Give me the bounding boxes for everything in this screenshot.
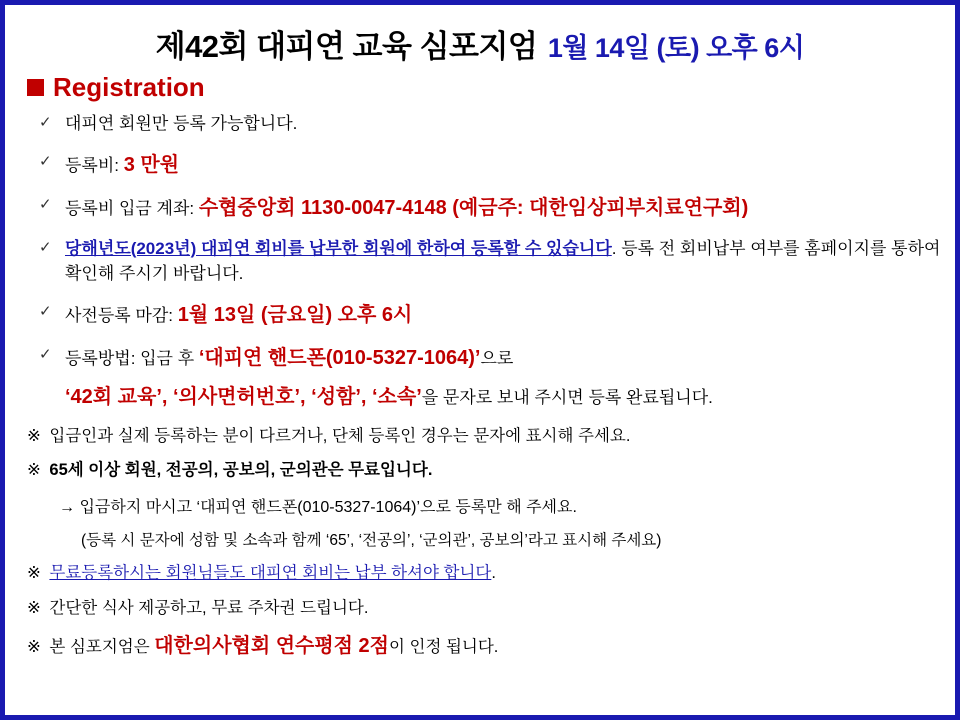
text-run: 등록방법: 입금 후 <box>65 348 199 368</box>
text-run: 대피연 회원만 등록 가능합니다. <box>65 114 298 133</box>
check-icon: ✓ <box>39 114 52 131</box>
bullet-text <box>65 346 713 408</box>
registration-bullet-list <box>19 111 941 412</box>
text-run: 입금하지 마시고 ‘대피연 핸드폰(010-5327-1064)’으로 등록만 해 주세요. <box>79 499 577 517</box>
text-run: 등록비: <box>65 155 124 175</box>
reference-mark-icon: ※ <box>27 599 41 618</box>
square-bullet-icon <box>27 79 44 96</box>
note-text <box>49 427 630 445</box>
note-item <box>59 494 941 517</box>
title-main-text: 제42회 대피연 교육 심포지엄 <box>155 29 538 64</box>
text-run: 대한의사협회 연수평점 2점 <box>154 635 389 658</box>
text-run: 본 심포지엄은 <box>49 638 155 657</box>
reference-mark-icon: ※ <box>27 461 41 480</box>
note-text <box>49 564 496 582</box>
check-icon: ✓ <box>39 238 52 256</box>
title-date-text: 1월 14일 (토) 오후 6시 <box>547 33 805 63</box>
note-item <box>25 632 941 661</box>
arrow-icon: → <box>59 499 75 517</box>
bullet-item <box>37 111 941 137</box>
text-run: 을 문자로 보내 주시면 등록 완료됩니다. <box>421 387 713 407</box>
bullet-item <box>37 343 941 412</box>
bullet-text <box>65 114 297 133</box>
text-run: . 등록 전 회비납부 여부를 홈페이지를 통하여 확인해 주시기 바랍니다. <box>65 238 941 283</box>
bullet-text <box>65 196 749 219</box>
page-title <box>19 21 941 66</box>
note-text <box>81 532 661 549</box>
text-run: ‘대피연 핸드폰(010-5327-1064)’ <box>198 346 481 369</box>
bullet-item <box>37 236 941 287</box>
bullet-item <box>37 150 941 180</box>
text-run: 3 만원 <box>123 153 180 176</box>
text-run: 65세 이상 회원, 전공의, 공보의, 군의관은 무료입니다. <box>49 461 433 480</box>
text-run: 사전등록 마감: <box>65 305 178 325</box>
text-run: 무료등록하시는 회원님들도 대피연 회비는 납부 하셔야 합니다 <box>49 564 492 583</box>
note-text <box>49 635 499 658</box>
reference-mark-icon: ※ <box>27 426 41 445</box>
check-icon: ✓ <box>39 195 52 213</box>
check-icon: ✓ <box>39 345 52 363</box>
reference-mark-icon: ※ <box>27 638 41 657</box>
note-text <box>79 499 576 516</box>
text-run: . <box>491 564 496 583</box>
text-run: 이 인정 됩니다. <box>389 638 499 657</box>
bullet-item <box>37 300 941 330</box>
text-run: 으로 <box>480 348 514 368</box>
section-title-text: Registration <box>53 72 205 102</box>
note-item <box>25 562 941 586</box>
text-run: 당해년도(2023년) 대피연 회비를 납부한 회원에 한하여 등록할 수 있습니다 <box>65 238 612 258</box>
bullet-text <box>65 303 413 326</box>
text-run: ‘42회 교육’, ‘의사면허번호’, ‘성함’, ‘소속’ <box>65 385 422 408</box>
registration-section-heading <box>27 72 941 103</box>
bullet-item <box>37 193 941 223</box>
check-icon: ✓ <box>39 302 52 320</box>
note-text <box>49 461 432 479</box>
bullet-text <box>65 153 180 176</box>
note-item <box>25 425 941 449</box>
text-run: 등록비 입금 계좌: <box>65 198 199 218</box>
text-run: 입금인과 실제 등록하는 분이 다르거나, 단체 등록인 경우는 문자에 표시해 주세요. <box>49 426 631 445</box>
bullet-text <box>65 239 940 284</box>
text-run: 수협중앙회 1130-0047-4148 (예금주: 대한임상피부치료연구회) <box>198 196 749 219</box>
notes-list <box>25 425 941 662</box>
note-item <box>81 528 941 550</box>
text-run: (등록 시 문자에 성함 및 소속과 함께 ‘65’, ‘전공의’, ‘군의관’, 공보의’라고 표시해 주세요) <box>81 532 662 550</box>
reference-mark-icon: ※ <box>27 564 41 583</box>
note-item <box>25 459 941 483</box>
note-text <box>49 599 368 617</box>
note-item <box>25 597 941 621</box>
text-run: 간단한 식사 제공하고, 무료 주차권 드립니다. <box>49 599 369 618</box>
text-run: 1월 13일 (금요일) 오후 6시 <box>177 303 413 326</box>
check-icon: ✓ <box>39 152 52 170</box>
